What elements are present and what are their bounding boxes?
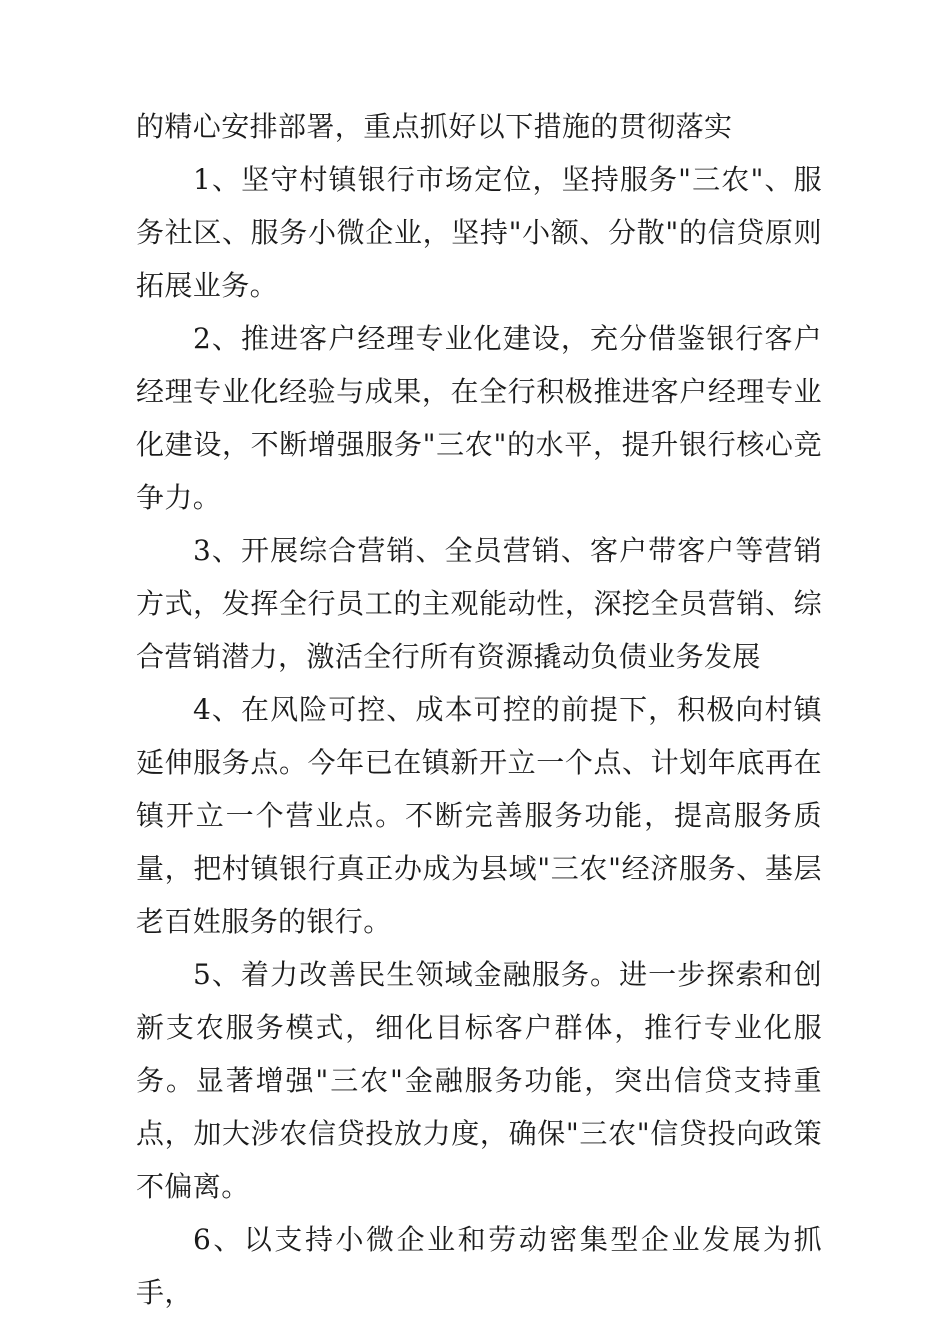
paragraph-item-2: 2、推进客户经理专业化建设，充分借鉴银行客户经理专业化经验与成果，在全行积极推进客户经理专业化建设，不断增强服务"三农"的水平，提升银行核心竞争力。 <box>136 322 822 514</box>
paragraph-continuation: 的精心安排部署，重点抓好以下措施的贯彻落实 <box>136 110 733 143</box>
paragraph-item-5: 5、着力改善民生领域金融服务。进一步探索和创新支农服务模式，细化目标客户群体，推行专业化服务。显著增强"三农"金融服务功能，突出信贷支持重点，加大涉农信贷投放力度，确保"三农"信贷投向政策不偏离。 <box>136 958 822 1203</box>
document-body <box>136 100 822 1319</box>
paragraph-item-4: 4、在风险可控、成本可控的前提下，积极向村镇延伸服务点。今年已在镇新开立一个点、计划年底再在镇开立一个营业点。不断完善服务功能，提高服务质量，把村镇银行真正办成为县域"三农"经济服务、基层老百姓服务的银行。 <box>136 693 822 938</box>
paragraph-item-3: 3、开展综合营销、全员营销、客户带客户等营销方式，发挥全行员工的主观能动性，深挖全员营销、综合营销潜力，激活全行所有资源撬动负债业务发展 <box>136 534 822 673</box>
paragraph-item-1: 1、坚守村镇银行市场定位，坚持服务"三农"、服务社区、服务小微企业，坚持"小额、分散"的信贷原则拓展业务。 <box>136 163 822 302</box>
paragraph-item-6: 6、以支持小微企业和劳动密集型企业发展为抓手， <box>136 1223 822 1309</box>
